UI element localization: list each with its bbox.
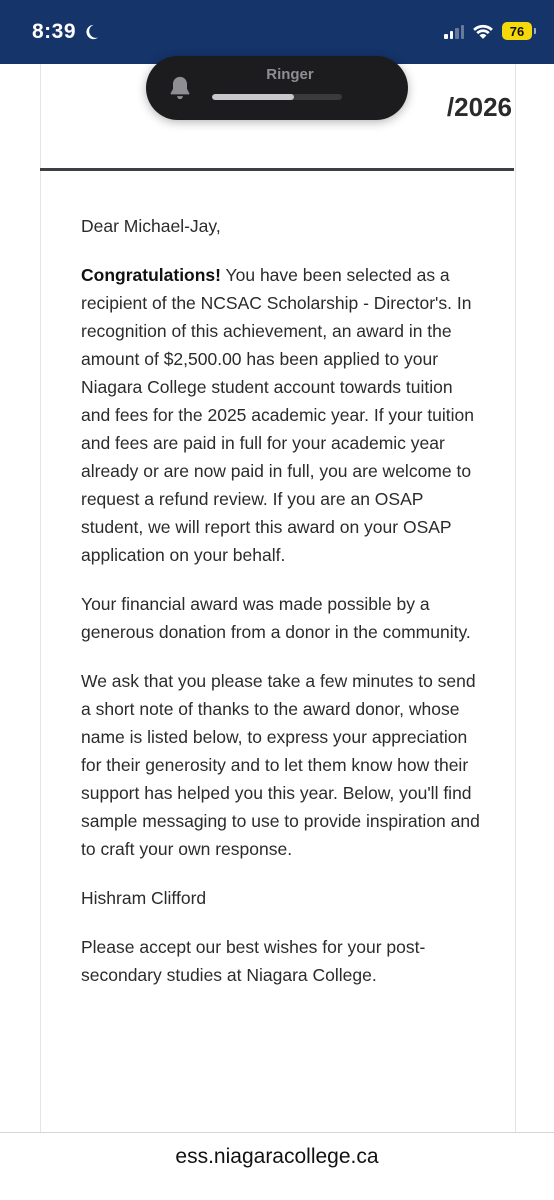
status-icons <box>444 22 532 40</box>
status-bar <box>0 0 554 64</box>
battery-level: 76 <box>509 23 525 39</box>
cellular-signal-icon <box>444 23 464 39</box>
congratulations-lead: Congratulations! <box>81 265 221 285</box>
ringer-volume-slider[interactable] <box>212 94 342 100</box>
donor-name: Hishram Clifford <box>81 888 207 908</box>
ringer-volume-fill <box>212 94 294 100</box>
browser-address-bar[interactable] <box>0 1132 554 1200</box>
status-time: 8:39 <box>32 20 77 43</box>
wifi-icon <box>472 23 494 40</box>
thanks-paragraph: We ask that you please take a few minutes to send a short note of thanks to the award donor, whose name is listed below, to express your appreciation for their generosity and to let them know how their support has helped you this year. Below, you'll find sample messaging to use to provide inspiration and to craft your own response. <box>81 671 480 859</box>
moon-icon <box>82 23 100 41</box>
donation-paragraph: Your financial award was made possible by a generous donation from a donor in the community. <box>81 594 471 642</box>
bell-icon <box>166 74 194 102</box>
congratulations-body: You have been selected as a recipient of the NCSAC Scholarship - Director's. In recognition of this achievement, an award in the amount of $2,500.00 has been applied to your Niagara College student account towards tuition and fees for the 2025 academic year. If your tuition and fees are paid in full for your academic year already or are now paid in full, you are welcome to request a refund review. If you are an OSAP student, we will report this award on your OSAP application on your behalf. <box>81 265 475 565</box>
congratulations-paragraph <box>81 261 481 569</box>
letter-body <box>81 212 481 1010</box>
ringer-hud <box>146 56 408 120</box>
battery-icon <box>502 22 532 40</box>
salutation: Dear Michael-Jay, <box>81 216 221 236</box>
status-time-group <box>32 20 100 44</box>
letter-date-fragment: /2026 <box>446 92 512 122</box>
header-divider <box>40 168 514 171</box>
wishes-paragraph: Please accept our best wishes for your post-secondary studies at Niagara College. <box>81 937 426 985</box>
ringer-label: Ringer <box>266 66 314 83</box>
url-text[interactable]: ess.niagaracollege.ca <box>175 1145 379 1168</box>
